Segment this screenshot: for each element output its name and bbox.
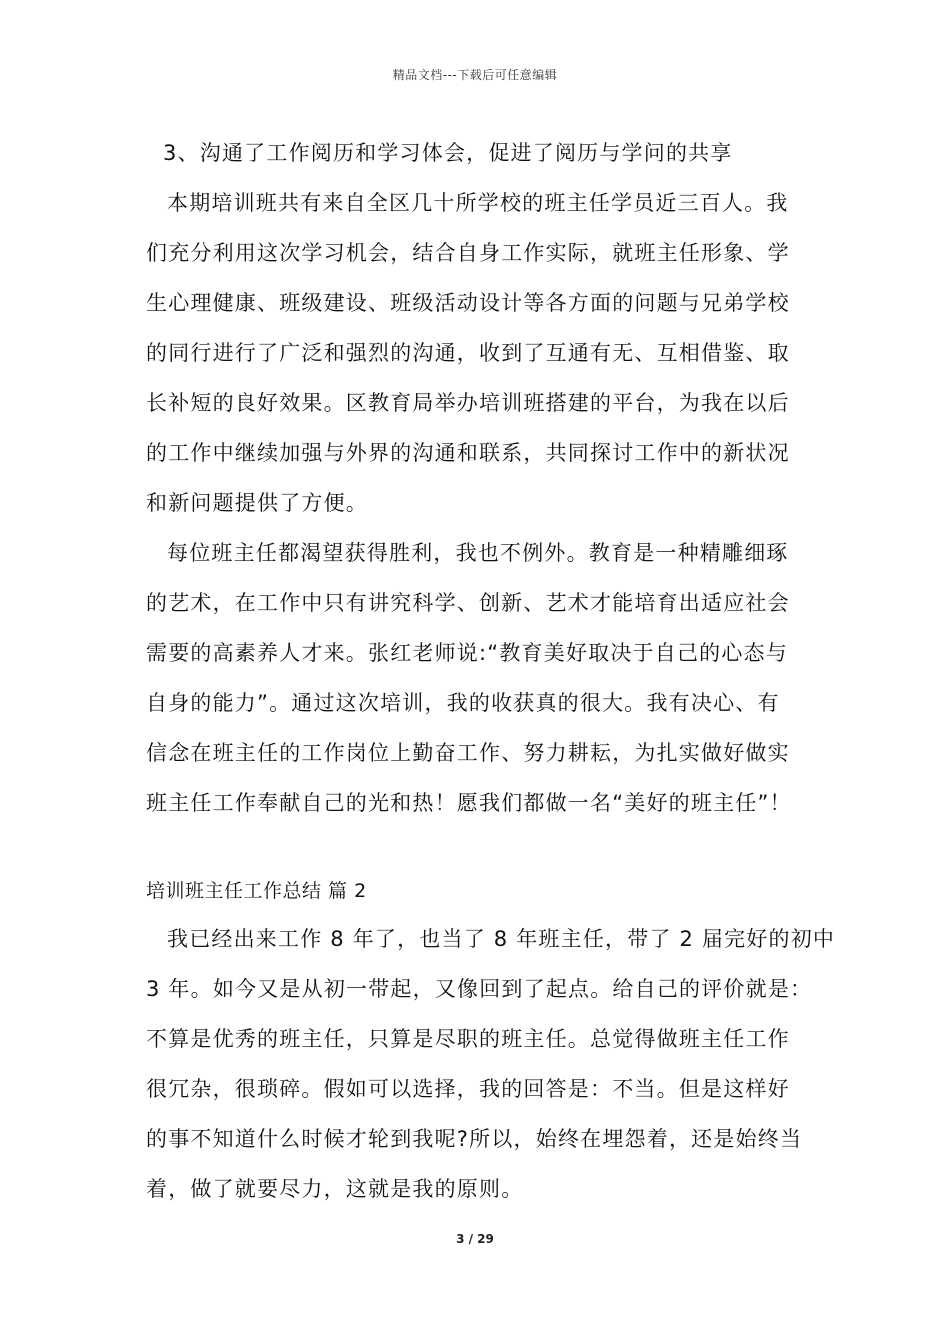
paragraph-line: 很冗杂，很琐碎。假如可以选择，我的回答是：不当。但是这样好 — [146, 1077, 790, 1101]
paragraph-line: 生心理健康、班级建设、班级活动设计等各方面的问题与兄弟学校 — [146, 291, 790, 315]
paragraph-line: 每位班主任都渴望获得胜利，我也不例外。教育是一种精雕细琢 — [167, 541, 789, 565]
sub-item-heading: 3、沟通了工作阅历和学习体会，促进了阅历与学问的共享 — [163, 141, 733, 165]
document-body — [146, 128, 836, 1214]
paragraph-2 — [146, 528, 836, 828]
paragraph-1 — [146, 178, 836, 528]
paragraph-3 — [146, 914, 836, 1214]
paragraph-line: 我已经出来工作 8 年了，也当了 8 年班主任，带了 2 届完好的初中 — [167, 927, 836, 951]
paragraph-line: 3 年。如今又是从初一带起，又像回到了起点。给自己的评价就是： — [146, 977, 813, 1001]
paragraph-line: 自身的能力”。通过这次培训，我的收获真的很大。我有决心、有 — [146, 691, 780, 715]
paragraph-line: 的事不知道什么时候才轮到我呢?所以，始终在埋怨着，还是始终当 — [146, 1127, 803, 1151]
paragraph-line: 的艺术，在工作中只有讲究科学、创新、艺术才能培育出适应社会 — [146, 591, 790, 615]
paragraph-line: 信念在班主任的工作岗位上勤奋工作、努力耕耘，为扎实做好做实 — [146, 741, 790, 765]
paragraph-line: 本期培训班共有来自全区几十所学校的班主任学员近三百人。我 — [167, 191, 789, 215]
paragraph-line: 着，做了就要尽力，这就是我的原则。 — [146, 1177, 524, 1201]
page-number: 3 / 29 — [456, 1232, 494, 1246]
paragraph-line: 的同行进行了广泛和强烈的沟通，收到了互通有无、互相借鉴、取 — [146, 341, 790, 365]
paragraph-line: 和新问题提供了方便。 — [146, 491, 368, 515]
paragraph-line: 不算是优秀的班主任，只算是尽职的班主任。总觉得做班主任工作 — [146, 1027, 790, 1051]
paragraph-line: 的工作中继续加强与外界的沟通和联系，共同探讨工作中的新状况 — [146, 441, 790, 465]
page-header: 精品文档---下载后可任意编辑 — [392, 68, 558, 82]
section-spacer — [146, 828, 836, 868]
section-title: 培训班主任工作总结 篇 2 — [146, 880, 367, 902]
paragraph-line: 班主任工作奉献自己的光和热！愿我们都做一名“美好的班主任”！ — [146, 791, 792, 815]
paragraph-line: 需要的高素养人才来。张红老师说:“教育美好取决于自己的心态与 — [146, 641, 788, 665]
paragraph-line: 们充分利用这次学习机会，结合自身工作实际，就班主任形象、学 — [146, 241, 790, 265]
paragraph-line: 长补短的良好效果。区教育局举办培训班搭建的平台，为我在以后 — [146, 391, 790, 415]
